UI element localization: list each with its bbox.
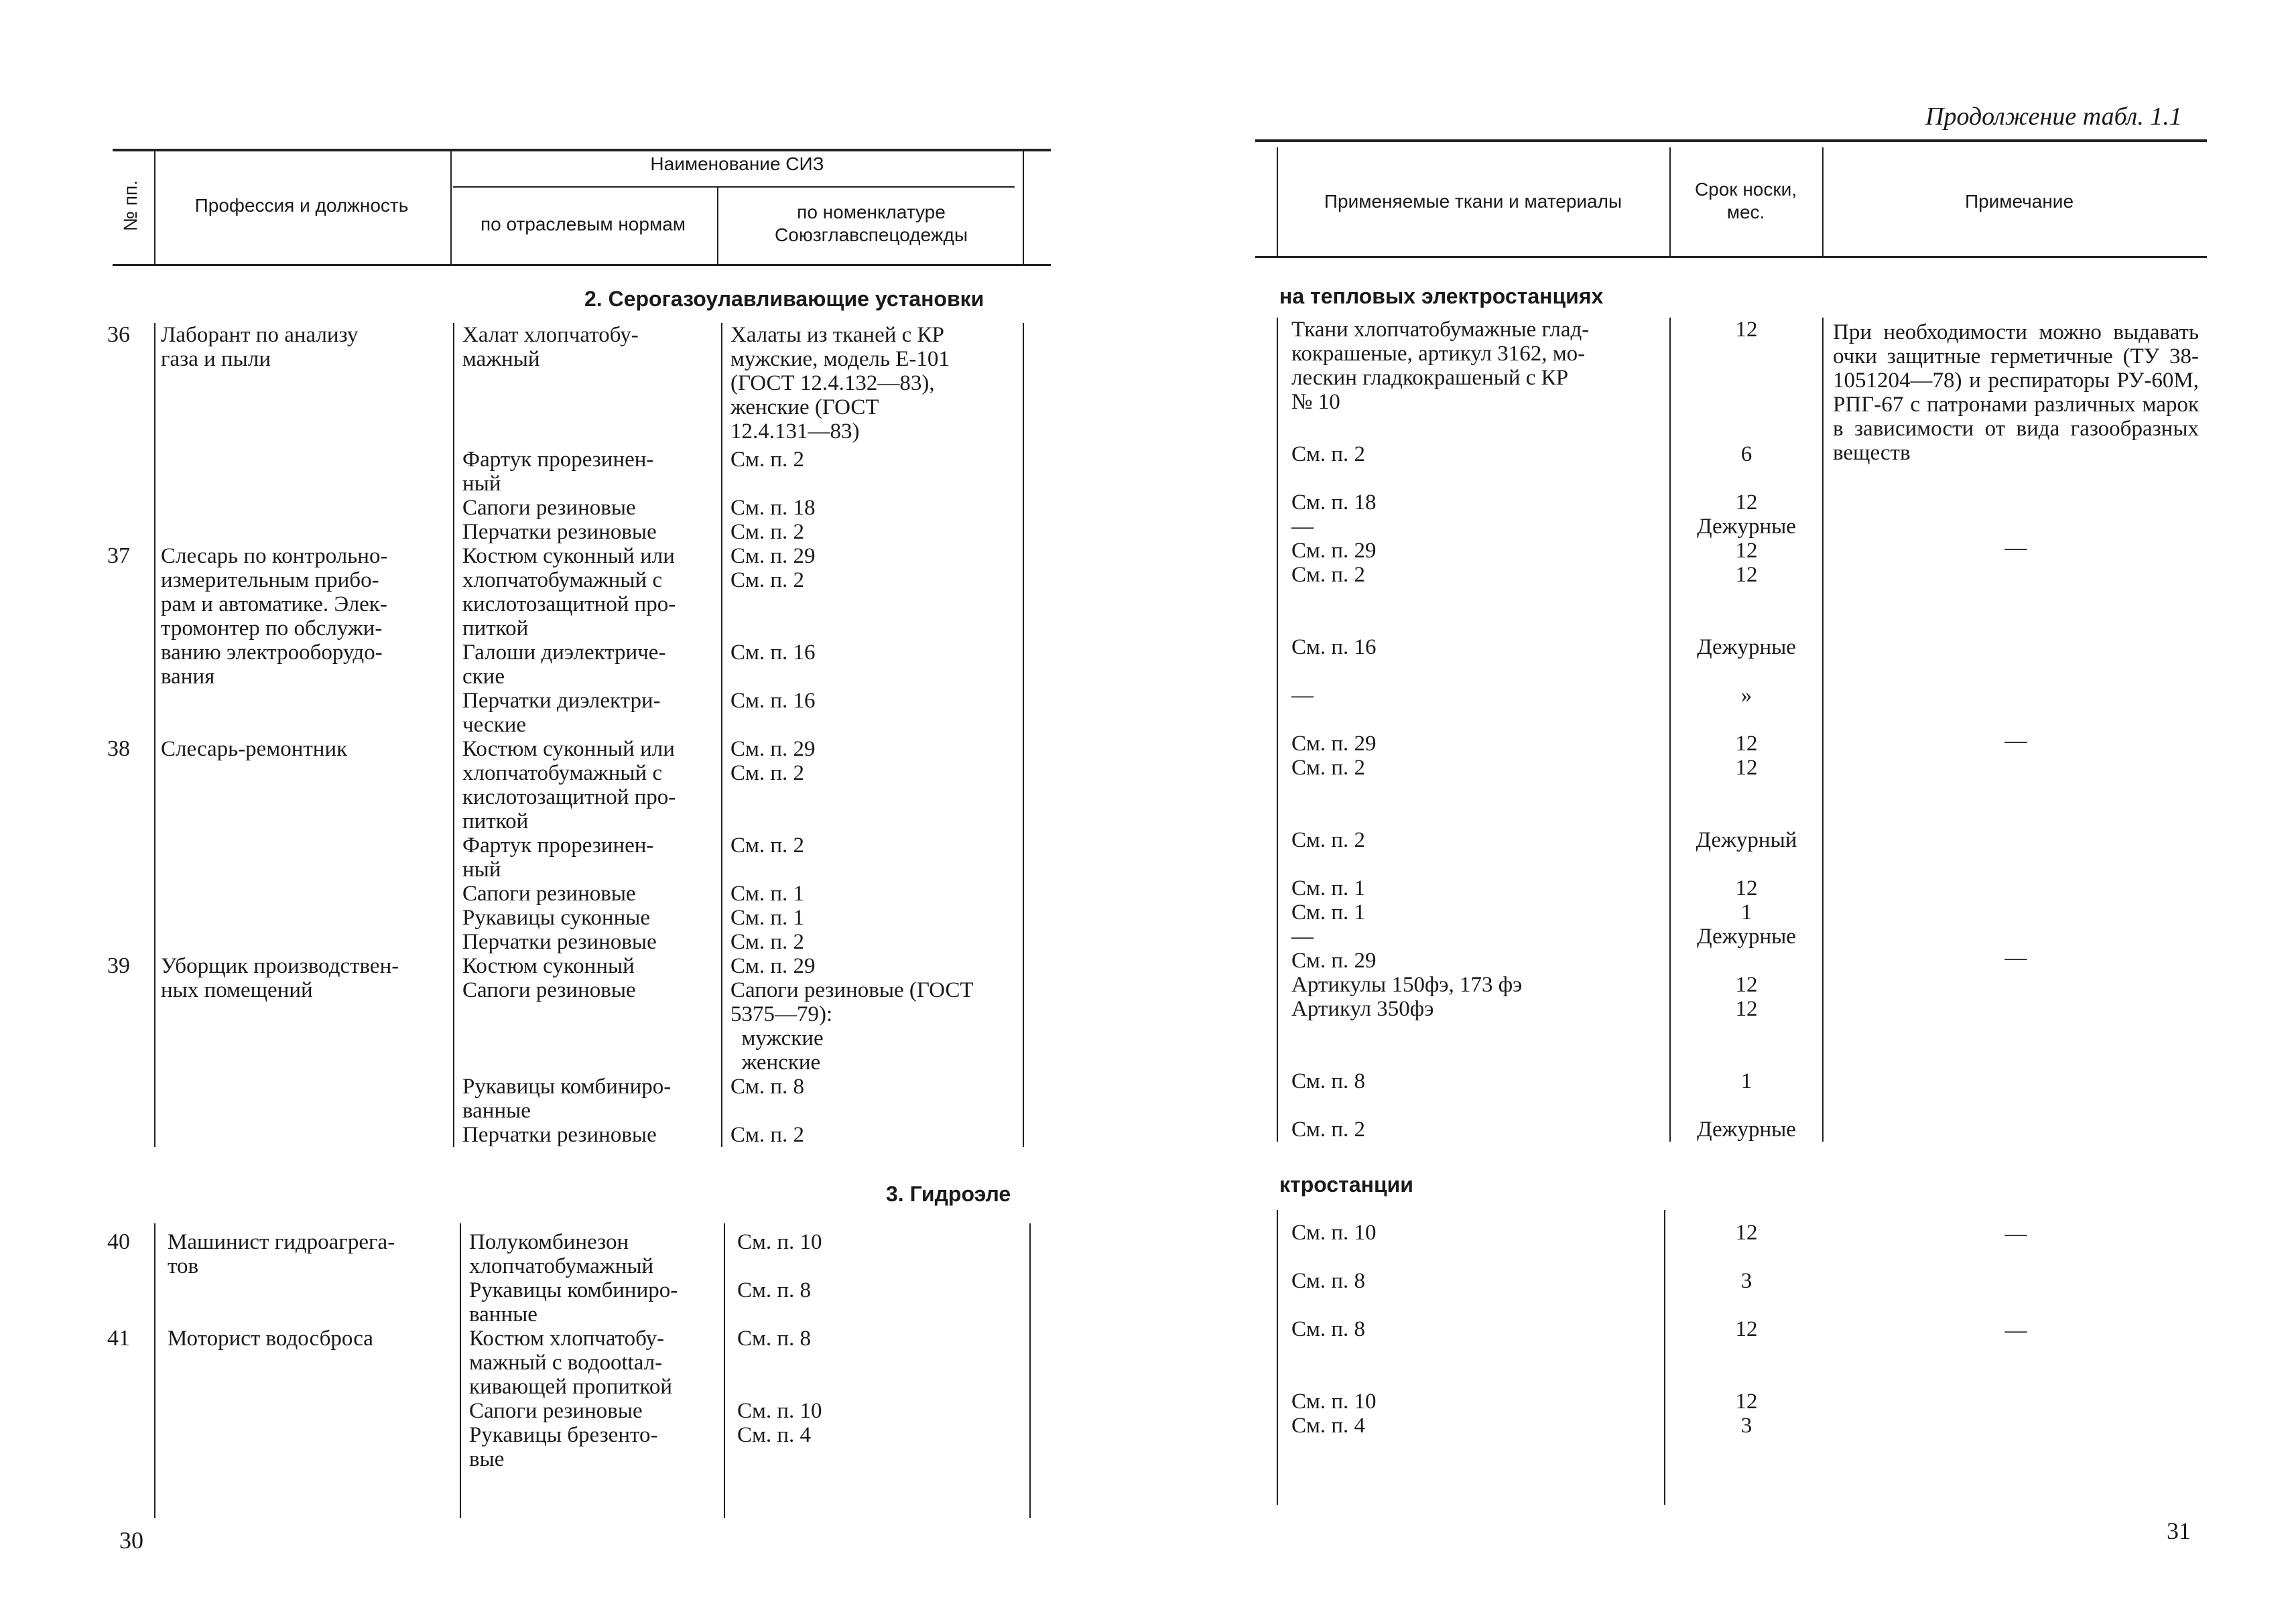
profession-line: тромонтер по обслужи-	[161, 616, 383, 640]
siz-branch-line: Костюм суконный или	[462, 737, 675, 761]
material-line: —	[1291, 925, 1314, 949]
term-value: 12	[1735, 1390, 1758, 1414]
material-line: См. п. 10	[1291, 1221, 1377, 1245]
term-value: 3	[1740, 1414, 1752, 1438]
row-number: 40	[107, 1229, 130, 1254]
siz-nomen-line: мужские	[730, 1026, 824, 1051]
siz-branch-line: Костюм хлопчатобу-	[469, 1327, 665, 1351]
siz-branch-line: Халат хлопчатобу-	[462, 323, 639, 347]
material-line: См. п. 2	[1291, 756, 1366, 780]
siz-branch-line: кислотозащитной про-	[462, 785, 676, 809]
profession-line: тов	[168, 1254, 199, 1278]
siz-branch-line: хлопчатобумажный	[469, 1254, 654, 1278]
profession-line: ных помещений	[161, 978, 313, 1002]
page-number-left: 30	[119, 1527, 143, 1554]
header-term: Срок носки, мес.	[1694, 179, 1797, 222]
note-row-39: —	[2004, 946, 2027, 970]
term-value: Дежурные	[1697, 635, 1796, 659]
siz-branch-line: хлопчатобумажный с	[462, 761, 663, 785]
profession-line: ванию электрооборудо-	[161, 640, 383, 665]
term-value: Дежурный	[1696, 828, 1797, 852]
material-line: См. п. 16	[1291, 635, 1377, 659]
siz-nomen-line: См. п. 2	[730, 833, 805, 858]
term-value: 12	[1735, 318, 1758, 342]
siz-nomen-line: 12.4.131—83)	[730, 419, 860, 444]
material-line: См. п. 8	[1291, 1317, 1366, 1341]
material-line: кокрашеные, артикул 3162, мо-	[1291, 342, 1586, 366]
siz-branch-line: Фартук прорезинен-	[462, 448, 654, 472]
siz-nomen-line: См. п. 10	[737, 1399, 822, 1423]
siz-branch-line: Сапоги резиновые	[469, 1399, 643, 1423]
siz-branch-line: вые	[469, 1447, 505, 1471]
siz-nomen-line: См. п. 2	[730, 761, 805, 785]
siz-nomen-line: См. п. 8	[737, 1327, 812, 1351]
material-line: См. п. 29	[1291, 539, 1377, 563]
siz-branch-line: Перчатки резиновые	[462, 930, 657, 954]
note-row-36: При необходимости можно выдавать очки защитные герметичные (ТУ 38-1051204—78) и респираторы РУ-60М, РПГ-67 с патронами различных марок в зависимости от вида газообразных веществ	[1833, 320, 2199, 465]
siz-branch-line: Рукавицы брезенто-	[469, 1423, 658, 1447]
siz-nomen-line: См. п. 1	[730, 882, 805, 906]
row-number: 36	[107, 322, 130, 347]
note-row-38: —	[2004, 729, 2027, 753]
term-value: 12 12	[1735, 539, 1758, 587]
siz-nomen-line: См. п. 29	[730, 954, 816, 978]
siz-branch-line: Сапоги резиновые	[462, 496, 636, 520]
siz-branch-line: питкой	[462, 616, 529, 640]
section-title-3-cont: ктростанции	[1279, 1172, 1413, 1197]
siz-nomen-line: См. п. 18	[730, 496, 816, 520]
siz-nomen-line: 5375—79):	[730, 1002, 833, 1026]
term-value: 3	[1740, 1269, 1752, 1293]
term-value: 12 12	[1735, 973, 1758, 1021]
siz-nomen-line: См. п. 1	[730, 906, 805, 930]
header-nomen: по номенклатуре Союзглавспецодежды	[775, 202, 968, 245]
profession-line: измерительным прибо-	[161, 568, 379, 592]
r-header-bottom-rule	[1255, 256, 2207, 258]
material-line: —	[1291, 515, 1314, 539]
siz-nomen-line: См. п. 16	[730, 689, 816, 713]
term-value: 12	[1735, 490, 1758, 515]
profession-line: вания	[161, 665, 215, 689]
siz-branch-line: питкой	[462, 809, 529, 833]
material-line: См. п. 2	[1291, 442, 1366, 466]
material-line: лескин гладкокрашеный с КР	[1291, 366, 1569, 390]
material-line: Артикул 350фэ	[1291, 997, 1434, 1021]
siz-branch-line: Рукавицы комбиниро-	[462, 1075, 672, 1099]
siz-branch-line: Костюм суконный	[462, 954, 635, 978]
material-line: Ткани хлопчатобумажные глад-	[1291, 318, 1590, 342]
header-siz: Наименование СИЗ	[650, 153, 824, 174]
term-value: Дежурные	[1697, 515, 1796, 539]
header-note: Примечание	[1964, 191, 2074, 212]
siz-nomen-line: См. п. 2	[730, 448, 805, 472]
siz-nomen-line: См. п. 16	[730, 640, 816, 665]
siz-branch-line: мажный с водоottал-	[469, 1351, 663, 1375]
section-title-2: 2. Серогазоулавливающие установки	[584, 287, 984, 311]
profession-line: Уборщик производствен-	[161, 954, 399, 978]
siz-branch-line: Сапоги резиновые	[462, 978, 636, 1002]
material-line: См. п. 2	[1291, 1118, 1366, 1142]
siz-nomen-line: женские	[730, 1051, 821, 1075]
page-number-right: 31	[2167, 1517, 2191, 1544]
siz-branch-line: ванные	[462, 1099, 531, 1123]
row-number: 37	[107, 543, 130, 568]
siz-branch-line: кивающей пропиткой	[469, 1375, 673, 1399]
siz-branch-line: мажный	[462, 347, 540, 371]
material-line: См. п. 18	[1291, 490, 1377, 515]
term-value: »	[1740, 683, 1752, 707]
profession-line: рам и автоматике. Элек-	[161, 592, 387, 616]
siz-nomen-line: женские (ГОСТ	[730, 395, 879, 419]
siz-branch-line: Перчатки диэлектри-	[462, 689, 661, 713]
header-top-rule	[113, 149, 1051, 151]
note-row-37: —	[2004, 536, 2027, 560]
siz-nomen-line: мужские, модель Е-101	[730, 347, 950, 371]
material-line: См. п. 2	[1291, 563, 1366, 587]
profession-line: газа и пыли	[161, 347, 271, 371]
siz-branch-line: Рукавицы суконные	[462, 906, 651, 930]
siz-branch-line: Перчатки резиновые	[462, 1123, 657, 1147]
siz-branch-line: ный	[462, 472, 501, 496]
material-line: См. п. 29	[1291, 732, 1377, 756]
term-value: 12	[1735, 876, 1758, 900]
material-line: Артикулы 150фэ, 173 фэ	[1291, 973, 1523, 997]
material-line: См. п. 2	[1291, 828, 1366, 852]
material-line: См. п. 8	[1291, 1069, 1366, 1093]
row-number: 39	[107, 953, 130, 978]
profession-line: Моторист водосброса	[168, 1327, 373, 1351]
term-value: 12	[1735, 1317, 1758, 1341]
siz-nomen-line: См. п. 29	[730, 544, 816, 568]
siz-nomen-line: См. п. 29	[730, 737, 816, 761]
siz-nomen-line: (ГОСТ 12.4.132—83),	[730, 371, 935, 395]
siz-nomen-line: См. п. 4	[737, 1423, 812, 1447]
siz-branch-line: Костюм суконный или	[462, 544, 675, 568]
siz-nomen-line: Халаты из тканей с КР	[730, 323, 944, 347]
siz-branch-line: хлопчатобумажный с	[462, 568, 663, 592]
term-value: 12	[1735, 1221, 1758, 1245]
header-branch: по отраслевым нормам	[480, 214, 686, 234]
header-bottom-rule	[113, 264, 1051, 266]
siz-branch-line: ские	[462, 665, 505, 689]
profession-line: Слесарь-ремонтник	[161, 737, 348, 761]
siz-branch-line: Рукавицы комбиниро-	[469, 1278, 678, 1302]
term-value: Дежурные	[1697, 1118, 1796, 1142]
siz-branch-line: ческие	[462, 713, 527, 737]
header-siz-rule	[453, 186, 1015, 188]
siz-branch-line: Перчатки резиновые	[462, 520, 657, 544]
row-number: 41	[107, 1326, 130, 1351]
siz-branch-line: Галоши диэлектриче-	[462, 640, 666, 665]
siz-nomen-line: См. п. 8	[730, 1075, 805, 1099]
term-value: 6	[1740, 442, 1752, 466]
row-number: 38	[107, 736, 130, 761]
siz-branch-line: ванные	[469, 1302, 537, 1327]
header-profession: Профессия и должность	[194, 195, 409, 216]
siz-nomen-line: См. п. 2	[730, 1123, 805, 1147]
term-value: 1	[1740, 1069, 1752, 1093]
siz-nomen-line: См. п. 2	[730, 520, 805, 544]
material-line: См. п. 29	[1291, 949, 1377, 973]
profession-line: Слесарь по контрольно-	[161, 544, 388, 568]
siz-branch-line: кислотозащитной про-	[462, 592, 676, 616]
material-line: См. п. 4	[1291, 1414, 1366, 1438]
material-line: См. п. 10	[1291, 1390, 1377, 1414]
material-line: См. п. 8	[1291, 1269, 1366, 1293]
r-header-top-rule	[1255, 139, 2207, 142]
continuation-label: Продолжение табл. 1.1	[1925, 103, 2182, 131]
siz-nomen-line: См. п. 2	[730, 568, 805, 592]
material-line: —	[1291, 683, 1314, 707]
siz-branch-line: Полукомбинезон	[469, 1230, 629, 1254]
header-no: № пп.	[120, 180, 141, 231]
material-line: № 10	[1291, 390, 1340, 414]
material-line: См. п. 1	[1291, 900, 1366, 925]
profession-line: Машинист гидроагрега-	[168, 1230, 395, 1254]
siz-nomen-line: См. п. 8	[737, 1278, 812, 1302]
right-page	[1148, 0, 2296, 1622]
term-value: 1	[1740, 900, 1752, 925]
siz-branch-line: Сапоги резиновые	[462, 882, 636, 906]
header-materials: Применяемые ткани и материалы	[1324, 191, 1622, 212]
note-row-41: —	[2004, 1319, 2027, 1343]
siz-branch-line: ный	[462, 858, 501, 882]
section-title-3: 3. Гидроэле	[886, 1182, 1011, 1206]
note-row-40: —	[2004, 1222, 2027, 1246]
term-value: 12 12	[1735, 732, 1758, 780]
profession-line: Лаборант по анализу	[161, 323, 359, 347]
term-value: Дежурные	[1697, 925, 1796, 949]
material-line: См. п. 1	[1291, 876, 1366, 900]
siz-nomen-line: См. п. 2	[730, 930, 805, 954]
siz-nomen-line: См. п. 10	[737, 1230, 822, 1254]
siz-branch-line: Фартук прорезинен-	[462, 833, 654, 858]
section-title-2-cont: на тепловых электростанциях	[1279, 284, 1604, 308]
siz-nomen-line: Сапоги резиновые (ГОСТ	[730, 978, 974, 1002]
